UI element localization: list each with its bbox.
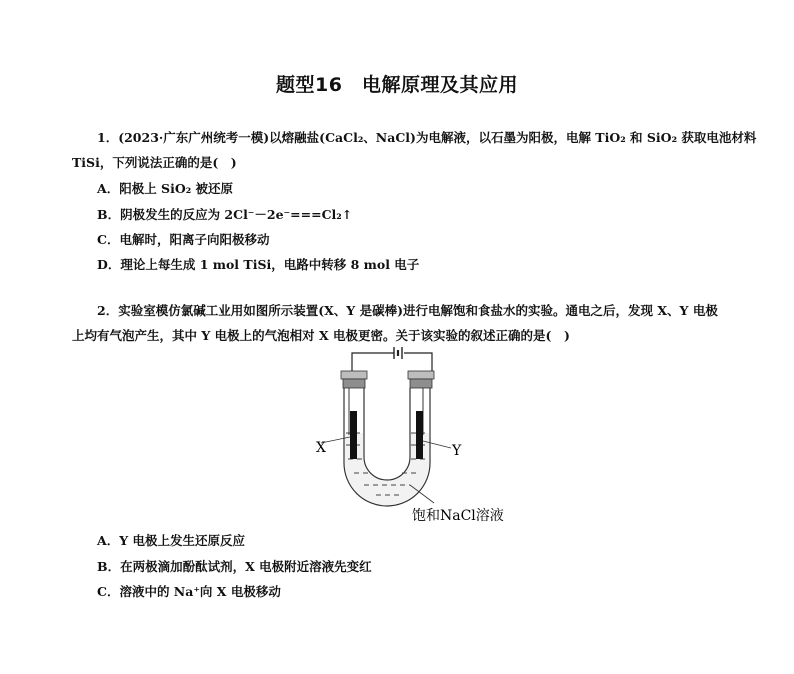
electrode-y-rod (416, 411, 423, 459)
question-2-stem-line-1: 2．实验室模仿氯碱工业用如图所示装置(X、Y 是碳棒)进行电解饱和食盐水的实验。通电之后，发现 X、Y 电极 (97, 303, 718, 318)
question-1-option-a: A．阳极上 SiO₂ 被还原 (97, 181, 234, 196)
question-1-option-d: D．理论上每生成 1 mol TiSi，电路中转移 8 mol 电子 (97, 257, 420, 272)
stopper-left-top (341, 371, 367, 379)
stopper-right-top (408, 371, 434, 379)
question-2-option-c: C．溶液中的 Na⁺向 X 电极移动 (97, 584, 281, 599)
question-2-option-b: B．在两极滴加酚酞试剂，X 电极附近溶液先变红 (97, 559, 372, 574)
question-1-option-c: C．电解时，阳离子向阳极移动 (97, 232, 270, 247)
label-y: Y (452, 443, 462, 459)
question-1-stem-line-1: 1．(2023·广东广州统考一模)以熔融盐(CaCl₂、NaCl)为电解液，以石墨为阳极，电解 TiO₂ 和 SiO₂ 获取电池材料 (97, 130, 757, 145)
electrolysis-apparatus-diagram (312, 345, 508, 525)
stopper-left-bottom (343, 379, 365, 388)
stopper-right-bottom (410, 379, 432, 388)
label-x: X (316, 440, 326, 456)
label-solution: 饱和NaCl溶液 (412, 508, 504, 524)
page-title: 题型16 电解原理及其应用 (276, 74, 518, 96)
electrode-x-rod (350, 411, 357, 459)
question-1-option-b: B．阴极发生的反应为 2Cl⁻－2e⁻===Cl₂↑ (97, 207, 353, 222)
question-2-option-a: A．Y 电极上发生还原反应 (97, 533, 245, 548)
question-1-stem-line-2: TiSi，下列说法正确的是( ) (72, 155, 237, 170)
question-2-stem-line-2: 上均有气泡产生，其中 Y 电极上的气泡相对 X 电极更密。关于该实验的叙述正确的是( ) (72, 328, 570, 343)
